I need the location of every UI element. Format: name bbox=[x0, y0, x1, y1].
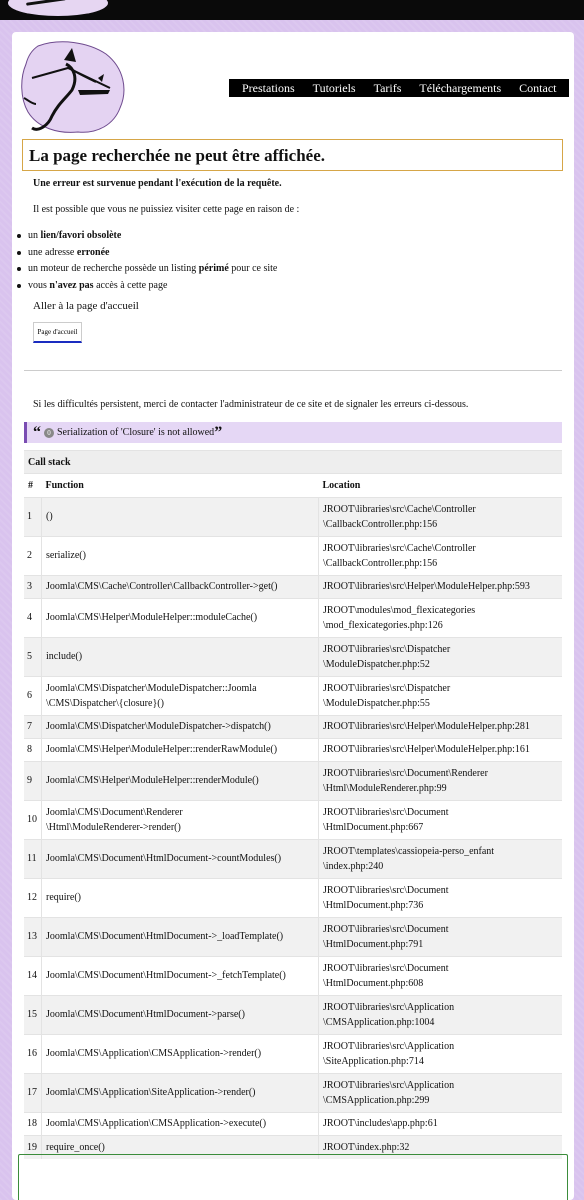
row-function: Joomla\CMS\Document\HtmlDocument->_fetchTemplate() bbox=[42, 957, 319, 996]
row-location: JROOT\libraries\src\Helper\ModuleHelper.php:281 bbox=[319, 716, 563, 739]
row-location: JROOT\templates\cassiopeia-perso_enfant \index.php:240 bbox=[319, 840, 563, 879]
table-row bbox=[24, 1074, 562, 1113]
reasons-list bbox=[16, 228, 277, 294]
row-function: Joomla\CMS\Document\HtmlDocument->countModules() bbox=[42, 840, 319, 879]
row-location: JROOT\libraries\src\Document \HtmlDocument.php:667 bbox=[319, 801, 563, 840]
table-row bbox=[24, 1035, 562, 1074]
row-location: JROOT\libraries\src\Document \HtmlDocument.php:791 bbox=[319, 918, 563, 957]
row-location: JROOT\libraries\src\Application \CMSApplication.php:1004 bbox=[319, 996, 563, 1035]
row-number: 18 bbox=[24, 1113, 42, 1136]
call-stack-caption: Call stack bbox=[24, 451, 562, 474]
row-number: 17 bbox=[24, 1074, 42, 1113]
row-number: 1 bbox=[24, 498, 42, 537]
row-number: 5 bbox=[24, 638, 42, 677]
row-function: Joomla\CMS\Document\Renderer \Html\ModuleRenderer->render() bbox=[42, 801, 319, 840]
column-header-function: Function bbox=[42, 474, 319, 498]
row-function: () bbox=[42, 498, 319, 537]
table-row bbox=[24, 638, 562, 677]
home-button[interactable]: Page d'accueil bbox=[33, 322, 82, 343]
nav-item-tutoriels[interactable]: Tutoriels bbox=[312, 81, 356, 95]
table-row bbox=[24, 762, 562, 801]
close-quote-icon: ” bbox=[214, 423, 223, 441]
list-item: un lien/favori obsolète bbox=[16, 228, 277, 245]
top-bar bbox=[0, 0, 584, 20]
possible-reasons-intro: Il est possible que vous ne puissiez visiter cette page en raison de : bbox=[33, 204, 300, 215]
row-location: JROOT\libraries\src\Application \CMSApplication.php:299 bbox=[319, 1074, 563, 1113]
error-message-quote bbox=[24, 422, 562, 443]
row-function: require() bbox=[42, 879, 319, 918]
main-nav bbox=[229, 79, 569, 97]
row-function: Joomla\CMS\Application\CMSApplication->execute() bbox=[42, 1113, 319, 1136]
row-number: 15 bbox=[24, 996, 42, 1035]
divider bbox=[24, 370, 562, 371]
row-function: Joomla\CMS\Application\SiteApplication->render() bbox=[42, 1074, 319, 1113]
table-row bbox=[24, 537, 562, 576]
nav-item-contact[interactable]: Contact bbox=[519, 81, 557, 95]
error-title-box bbox=[22, 139, 563, 171]
table-row bbox=[24, 957, 562, 996]
footer-box bbox=[18, 1154, 568, 1200]
row-location: JROOT\index.php:32 bbox=[319, 1136, 563, 1159]
row-number: 3 bbox=[24, 576, 42, 599]
table-row bbox=[24, 716, 562, 739]
error-code-badge: 0 bbox=[44, 428, 54, 438]
row-location: JROOT\includes\app.php:61 bbox=[319, 1113, 563, 1136]
row-function: include() bbox=[42, 638, 319, 677]
row-number: 2 bbox=[24, 537, 42, 576]
row-function: Joomla\CMS\Helper\ModuleHelper::renderRawModule() bbox=[42, 739, 319, 762]
page-container bbox=[12, 32, 574, 1200]
row-function: Joomla\CMS\Document\HtmlDocument->parse() bbox=[42, 996, 319, 1035]
row-number: 12 bbox=[24, 879, 42, 918]
row-number: 10 bbox=[24, 801, 42, 840]
row-location: JROOT\libraries\src\Document \HtmlDocument.php:736 bbox=[319, 879, 563, 918]
table-row bbox=[24, 879, 562, 918]
table-row bbox=[24, 599, 562, 638]
row-number: 16 bbox=[24, 1035, 42, 1074]
row-function: serialize() bbox=[42, 537, 319, 576]
table-row bbox=[24, 576, 562, 599]
row-function: Joomla\CMS\Helper\ModuleHelper::renderModule() bbox=[42, 762, 319, 801]
page-title: La page recherchée ne peut être affichée. bbox=[29, 146, 325, 165]
table-row bbox=[24, 498, 562, 537]
nav-item-telechargements[interactable]: Téléchargements bbox=[419, 81, 502, 95]
call-stack-body bbox=[24, 498, 562, 1159]
column-header-location: Location bbox=[319, 474, 563, 498]
row-function: Joomla\CMS\Helper\ModuleHelper::moduleCache() bbox=[42, 599, 319, 638]
header-decoration bbox=[8, 0, 108, 16]
table-row bbox=[24, 677, 562, 716]
column-header-number: # bbox=[24, 474, 42, 498]
table-row bbox=[24, 801, 562, 840]
row-number: 8 bbox=[24, 739, 42, 762]
row-function: Joomla\CMS\Cache\Controller\CallbackController->get() bbox=[42, 576, 319, 599]
nav-item-tarifs[interactable]: Tarifs bbox=[373, 81, 402, 95]
table-row bbox=[24, 1113, 562, 1136]
row-function: require_once() bbox=[42, 1136, 319, 1159]
row-function: Joomla\CMS\Document\HtmlDocument->_loadTemplate() bbox=[42, 918, 319, 957]
table-row bbox=[24, 996, 562, 1035]
row-location: JROOT\libraries\src\Document \HtmlDocument.php:608 bbox=[319, 957, 563, 996]
row-location: JROOT\libraries\src\Dispatcher \ModuleDispatcher.php:52 bbox=[319, 638, 563, 677]
row-function: Joomla\CMS\Application\CMSApplication->render() bbox=[42, 1035, 319, 1074]
row-number: 11 bbox=[24, 840, 42, 879]
row-location: JROOT\libraries\src\Dispatcher \ModuleDispatcher.php:55 bbox=[319, 677, 563, 716]
nav-item-prestations[interactable]: Prestations bbox=[242, 81, 295, 95]
row-location: JROOT\libraries\src\Cache\Controller \CallbackController.php:156 bbox=[319, 537, 563, 576]
row-function: Joomla\CMS\Dispatcher\ModuleDispatcher->dispatch() bbox=[42, 716, 319, 739]
row-function: Joomla\CMS\Dispatcher\ModuleDispatcher::Joomla \CMS\Dispatcher\{closure}() bbox=[42, 677, 319, 716]
row-number: 4 bbox=[24, 599, 42, 638]
row-location: JROOT\modules\mod_flexicategories \mod_flexicategories.php:126 bbox=[319, 599, 563, 638]
row-location: JROOT\libraries\src\Cache\Controller \CallbackController.php:156 bbox=[319, 498, 563, 537]
witch-logo-icon[interactable] bbox=[18, 38, 126, 140]
row-number: 14 bbox=[24, 957, 42, 996]
row-number: 6 bbox=[24, 677, 42, 716]
row-number: 9 bbox=[24, 762, 42, 801]
table-row bbox=[24, 739, 562, 762]
error-message: Serialization of 'Closure' is not allowed bbox=[57, 427, 215, 438]
list-item: vous n'avez pas accès à cette page bbox=[16, 278, 277, 295]
persist-message: Si les difficultés persistent, merci de contacter l'administrateur de ce site et de signaler les erreurs ci-dessous. bbox=[33, 399, 469, 410]
row-number: 7 bbox=[24, 716, 42, 739]
open-quote-icon: “ bbox=[33, 423, 41, 441]
row-location: JROOT\libraries\src\Helper\ModuleHelper.php:161 bbox=[319, 739, 563, 762]
row-number: 13 bbox=[24, 918, 42, 957]
home-link-text: Aller à la page d'accueil bbox=[33, 300, 139, 312]
list-item: une adresse erronée bbox=[16, 245, 277, 262]
row-location: JROOT\libraries\src\Application \SiteApplication.php:714 bbox=[319, 1035, 563, 1074]
list-item: un moteur de recherche possède un listing périmé pour ce site bbox=[16, 261, 277, 278]
table-row bbox=[24, 840, 562, 879]
error-subtitle: Une erreur est survenue pendant l'exécution de la requête. bbox=[33, 178, 282, 189]
row-location: JROOT\libraries\src\Document\Renderer \Html\ModuleRenderer.php:99 bbox=[319, 762, 563, 801]
call-stack-table bbox=[24, 450, 562, 1159]
row-location: JROOT\libraries\src\Helper\ModuleHelper.php:593 bbox=[319, 576, 563, 599]
row-number: 19 bbox=[24, 1136, 42, 1159]
table-row bbox=[24, 918, 562, 957]
